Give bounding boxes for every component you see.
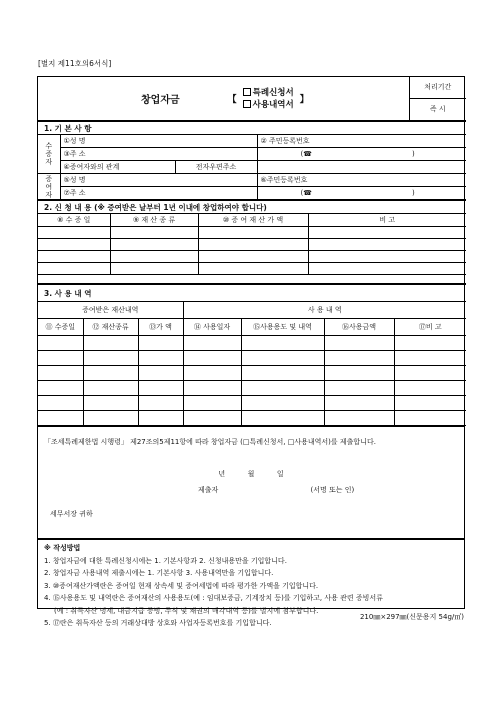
- recipient-rrn-field[interactable]: ② 주민등록번호: [257, 135, 466, 148]
- col-property-value: ⑩ 증 여 재 산 가 액: [198, 214, 308, 227]
- donor-phone-field[interactable]: (☎ ): [257, 187, 466, 200]
- bracket-close: 】: [299, 95, 309, 105]
- recipient-name-field[interactable]: ①성 명: [60, 135, 257, 148]
- checkbox-icon[interactable]: [243, 100, 251, 108]
- group-usage: 사 용 내 역: [183, 302, 466, 319]
- col-usage-amount: ⑯사용금액: [324, 319, 394, 336]
- donor-address-field[interactable]: ⑦주 소: [60, 187, 257, 200]
- table-row[interactable]: [38, 227, 466, 239]
- col-amount: ⑬가 액: [138, 319, 183, 336]
- submitter-line: [44, 485, 458, 495]
- email-field[interactable]: [257, 161, 466, 174]
- col-usage-date: ⑭ 사용일자: [183, 319, 241, 336]
- section2-title: 2. 신 청 내 용 (※ 증여받은 날부터 1년 이내에 창업하여야 합니다): [38, 201, 466, 214]
- option-usage-report[interactable]: 사용내역서: [243, 100, 294, 110]
- col-usage-remarks: ⑰비 고: [394, 319, 466, 336]
- instruction-item: 1. 창업자금에 대한 특례신청시에는 1. 기본사항과 2. 신청내용만을 기입합니다.: [44, 556, 287, 565]
- form-title: 창업자금: [141, 95, 180, 106]
- group-donated-property: 증여받은 재산내역: [38, 302, 183, 319]
- signature-field[interactable]: (서명 또는 인): [310, 486, 355, 494]
- col-donation-date: ⑧ 수 증 일: [38, 214, 110, 227]
- section3-title: 3. 사 용 내 역: [38, 285, 466, 302]
- table-row[interactable]: [38, 336, 466, 351]
- form-number: [별지 제11호의6서식]: [38, 59, 112, 68]
- declaration-table: [38, 426, 464, 539]
- submitter-label: 제출자: [198, 486, 219, 494]
- recipient-label: 수증자: [38, 135, 60, 174]
- instruction-item: 4. ⑮사용용도 및 내역란은 증여재산의 사용용도(예 : 임대보증금, 기계장치 등)를 기입하고, 사용 관련 증빙서류: [44, 594, 383, 602]
- table-row[interactable]: [38, 381, 466, 396]
- day-field[interactable]: 일: [276, 470, 284, 478]
- instruction-item: 2. 창업자금 사용내역 제출시에는 1. 기본사항 3. 사용내역만을 기입합니다.: [44, 569, 274, 577]
- col-asset-type: ⑫ 재산종류: [83, 319, 138, 336]
- processing-period-label: 처리기간: [409, 77, 466, 98]
- usage-table: [38, 284, 466, 426]
- table-row[interactable]: [38, 396, 466, 411]
- recipient-phone-field[interactable]: (☎ ): [257, 148, 466, 161]
- table-row[interactable]: [38, 366, 466, 381]
- table-row[interactable]: [38, 351, 466, 366]
- donor-rrn-field[interactable]: ⑥주민등록번호: [257, 174, 466, 187]
- relation-field[interactable]: ④증여자와의 관계: [60, 161, 175, 174]
- month-field[interactable]: 월: [247, 470, 255, 478]
- option-special-request[interactable]: 특례신청서: [243, 88, 294, 98]
- instruction-item: 5. ⑰란은 취득자산 등의 거래상대방 상호와 사업자등록번호를 기입합니다.: [44, 619, 272, 627]
- col-receipt-date: ⑪ 수증일: [38, 319, 83, 336]
- instruction-item: (예 : 취득자산 명세, 대금지급 증빙, 주식 및 채권의 매각내역 등)를 별지에 첨부합니다.: [54, 606, 319, 615]
- email-label: 전자우편주소: [175, 161, 257, 174]
- col-remarks: 비 고: [308, 214, 466, 227]
- header-table: [38, 77, 466, 121]
- bracket-open: 【: [227, 95, 237, 105]
- col-usage-purpose: ⑮사용용도 및 내역: [241, 319, 324, 336]
- donor-label: 증여자: [38, 174, 60, 200]
- instruction-item: 3. ⑩증여재산가액란은 증여일 현재 상속세 및 증여세법에 따라 평가한 가액을 기입합니다.: [44, 581, 319, 590]
- table-row[interactable]: [38, 239, 466, 251]
- table-row[interactable]: [38, 263, 466, 275]
- declaration-text: 「조세특례제한법 시행령」 제27조의5제11항에 따라 창업자금 (□특례신청서, □사용내역서)를 제출합니다.: [44, 438, 376, 446]
- year-field[interactable]: 년: [218, 470, 226, 478]
- tax-office-recipient: 세무서장 귀하: [50, 510, 93, 518]
- instructions-title: ※ 작성방법: [44, 544, 81, 552]
- col-property-type: ⑨ 재 산 종 류: [110, 214, 198, 227]
- table-row[interactable]: [38, 411, 466, 426]
- section1-title: 1. 기 본 사 항: [38, 122, 466, 135]
- date-line: [44, 469, 458, 479]
- checkbox-icon[interactable]: [243, 88, 251, 96]
- paper-size-note: 210㎜×297㎜(신문용지 54g/㎡): [359, 613, 464, 621]
- table-row[interactable]: [38, 251, 466, 263]
- application-table: [38, 200, 466, 284]
- basic-info-table: [38, 121, 466, 200]
- recipient-address-field[interactable]: ③주 소: [60, 148, 257, 161]
- donor-name-field[interactable]: ⑤성 명: [60, 174, 257, 187]
- processing-period-value: 즉 시: [409, 98, 466, 120]
